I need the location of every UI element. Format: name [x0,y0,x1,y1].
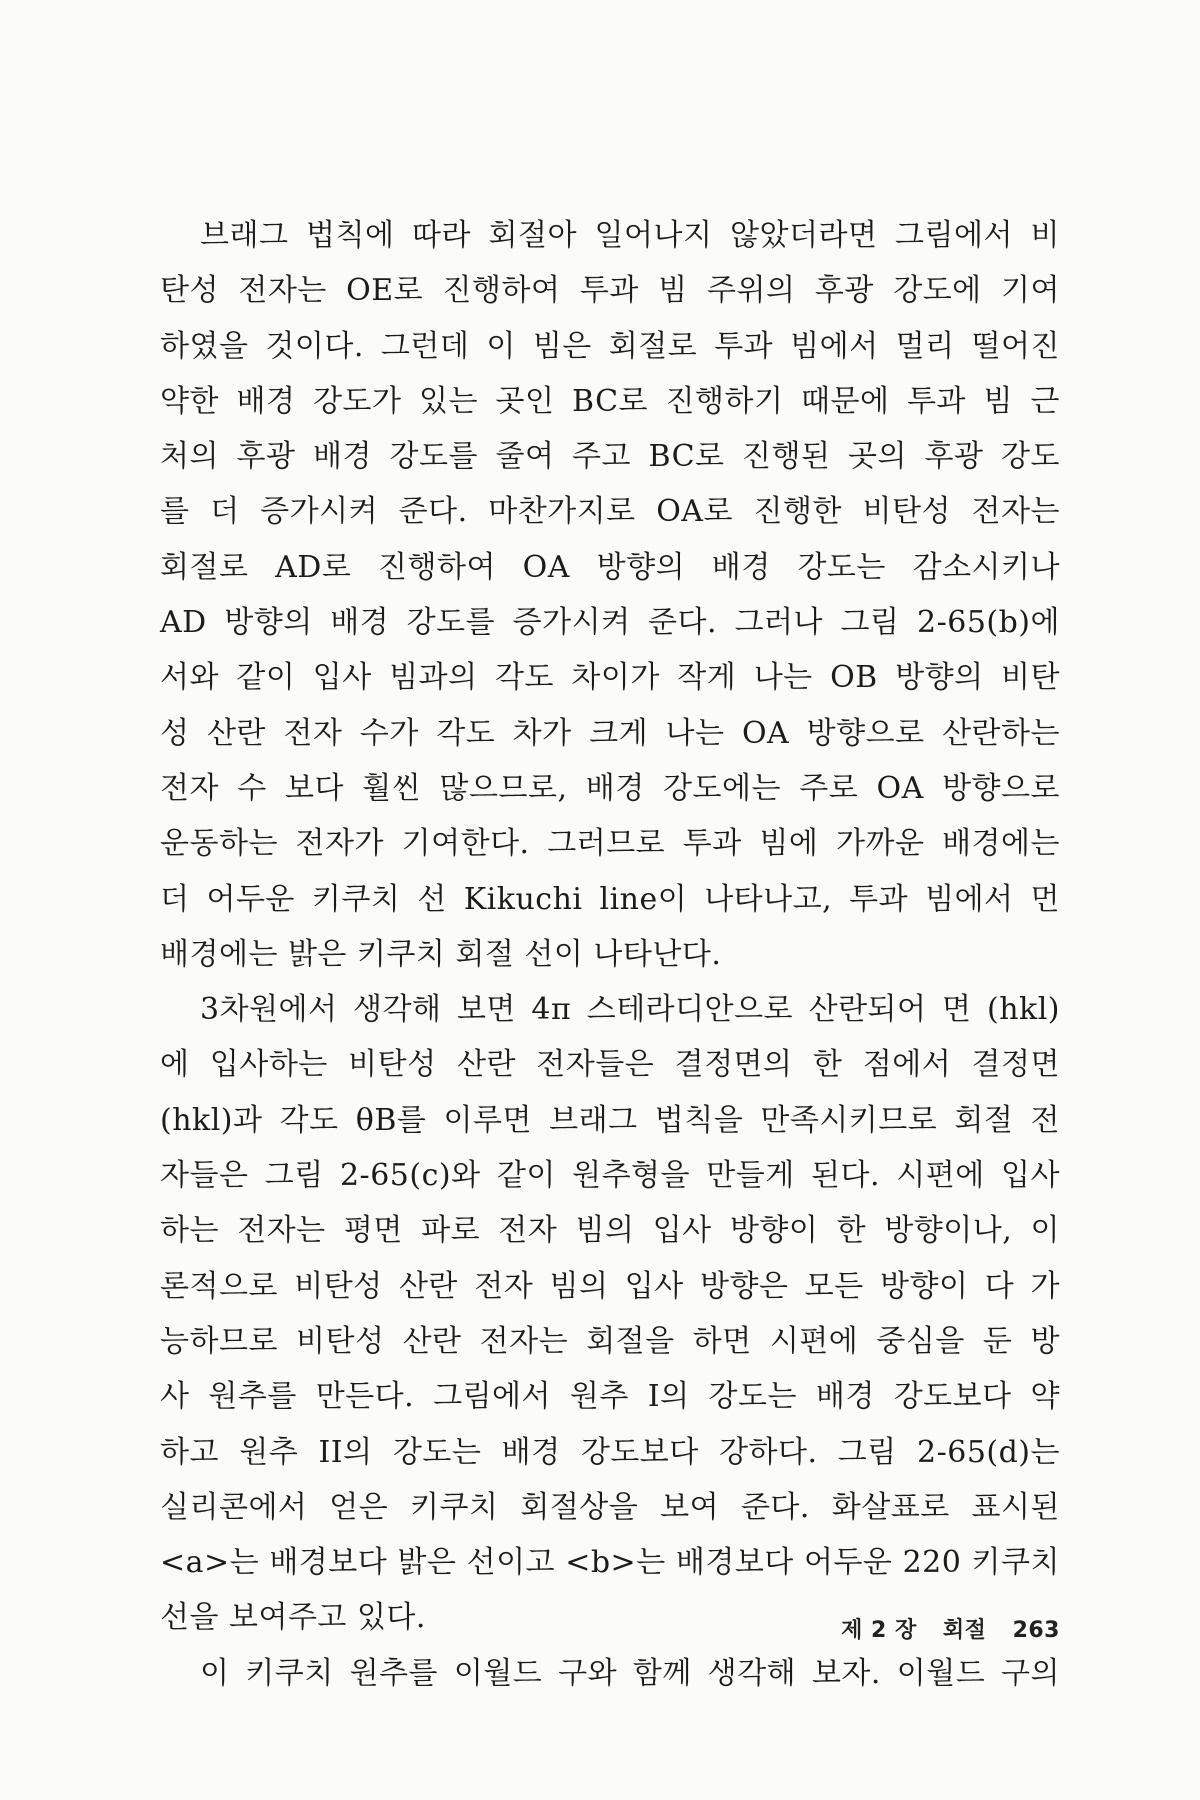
text-line: 자들은 그림 2-65(c)와 같이 원추형을 만들게 된다. 시편에 입사 [160,1158,1060,1194]
text-line: 브래그 법칙에 따라 회절아 일어나지 않았더라면 그림에서 비 [200,218,1060,253]
section-label: 회절 [942,1618,987,1643]
text-line: 하고 원추 II의 강도는 배경 강도보다 강하다. 그림 2-65(d)는 [160,1434,1060,1470]
text-line: 이 키쿠치 원추를 이월드 구와 함께 생각해 보자. 이월드 구의 [200,1655,1060,1691]
text-line: 배경에는 밝은 키쿠치 회절 선이 나타난다. [160,936,722,972]
text-line: 운동하는 전자가 기여한다. 그러므로 투과 빔에 가까운 배경에는 [160,826,1060,862]
chapter-label: 제 2 장 [841,1618,917,1643]
page-number: 263 [1012,1618,1060,1643]
text-line: 사 원추를 만든다. 그림에서 원추 I의 강도는 배경 강도보다 약 [160,1379,1060,1415]
text-line: 하는 전자는 평면 파로 전자 빔의 입사 방향이 한 방향이나, 이 [160,1213,1060,1249]
text-line: 약한 배경 강도가 있는 곳인 BC로 진행하기 때문에 투과 빔 근 [160,383,1060,419]
body-text [160,208,1060,1701]
text-line: 에 입사하는 비탄성 산란 전자들은 결정면의 한 점에서 결정면 [160,1047,1060,1083]
text-line: 론적으로 비탄성 산란 전자 빔의 입사 방향은 모든 방향이 다 가 [160,1268,1060,1304]
text-line: 성 산란 전자 수가 각도 차가 크게 나는 OA 방향으로 산란하는 [160,715,1060,751]
text-line: 처의 후광 배경 강도를 줄여 주고 BC로 진행된 곳의 후광 강도 [160,439,1060,475]
text-line: 더 어두운 키쿠치 선 Kikuchi line이 나타나고, 투과 빔에서 먼 [160,881,1060,917]
text-line: <a>는 배경보다 밝은 선이고 <b>는 배경보다 어두운 220 키쿠치 [160,1545,1060,1581]
text-line: 회절로 AD로 진행하여 OA 방향의 배경 강도는 감소시키나 [160,549,1060,585]
text-line: 3차원에서 생각해 보면 4π 스테라디안으로 산란되어 면 (hkl) [200,992,1060,1028]
text-line: 능하므로 비탄성 산란 전자는 회절을 하면 시편에 중심을 둔 방 [160,1323,1060,1359]
text-line: AD 방향의 배경 강도를 증가시켜 준다. 그러나 그림 2-65(b)에 [160,605,1060,641]
text-line: 서와 같이 입사 빔과의 각도 차이가 작게 나는 OB 방향의 비탄 [160,660,1060,696]
text-line: 실리콘에서 얻은 키쿠치 회절상을 보여 준다. 화살표로 표시된 [160,1489,1060,1525]
text-line: 선을 보여주고 있다. [160,1600,426,1636]
page-footer [841,1613,1060,1644]
text-line: (hkl)과 각도 θB를 이루면 브래그 법칙을 만족시키므로 회절 전 [160,1102,1060,1138]
text-line: 를 더 증가시켜 준다. 마찬가지로 OA로 진행한 비탄성 전자는 [160,494,1060,530]
text-line: 전자 수 보다 훨씬 많으므로, 배경 강도에는 주로 OA 방향으로 [160,770,1060,806]
text-line: 탄성 전자는 OE로 진행하여 투과 빔 주위의 후광 강도에 기여 [160,273,1060,309]
text-line: 하였을 것이다. 그런데 이 빔은 회절로 투과 빔에서 멀리 떨어진 [160,328,1060,364]
